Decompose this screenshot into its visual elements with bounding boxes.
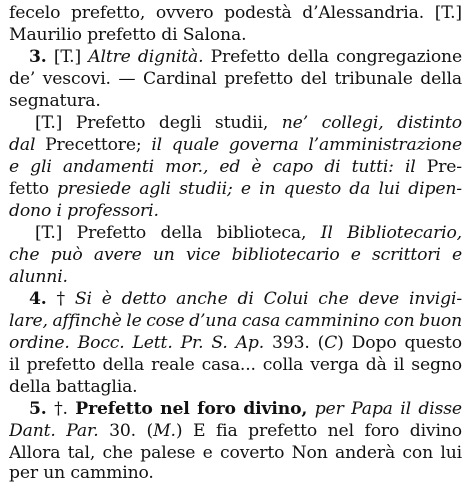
text-line: segnatura. (9, 91, 101, 111)
text-line: [T.] Prefetto della biblioteca, Il Bibliotecario, (35, 223, 462, 243)
text-line: Allora tal, che palese e coverto Non anderà con lui (9, 443, 462, 463)
text-line: Maurilio prefetto di Salona. (9, 25, 247, 45)
text-line: il prefetto della reale casa... colla verga dà il segno (9, 355, 462, 375)
text-line: de’ vescovi. — Cardinal prefetto del tribunale della (9, 69, 462, 89)
text-line: dono i professori. (9, 201, 159, 221)
entry-5-heading: 5. †. Prefetto nel foro divino, per Papa il disse (29, 399, 462, 419)
text-line: lare, affinchè le cose d’una casa camminino con buon (9, 311, 462, 331)
text-line: della battaglia. (9, 377, 138, 397)
text-line: per un cammino. (9, 463, 154, 483)
text-line: ordine. Bocc. Lett. Pr. S. Ap. 393. (C) Dopo questo (9, 333, 462, 353)
text-line: fecelo prefetto, ovvero podestà d’Alessandria. [T.] (9, 3, 462, 23)
text-line: alunni. (9, 267, 68, 287)
text-line: fetto presiede agli studii; e in questo da lui dipen- (9, 179, 462, 199)
text-line: [T.] Prefetto degli studii, ne’ collegi, distinto (35, 113, 462, 133)
entry-3-heading: 3. [T.] Altre dignità. Prefetto della congregazione (29, 47, 462, 67)
text-line: e gli andamenti mor., ed è capo di tutti: il Pre- (9, 157, 462, 177)
text-line: dal Precettore; il quale governa l’amministrazione (9, 135, 462, 155)
entry-4-heading: 4. † Si è detto anche di Colui che deve invigi- (29, 289, 462, 309)
text-line: che può avere un vice bibliotecario e scrittori e (9, 245, 462, 265)
text-line: Dant. Par. 30. (M.) E fia prefetto nel foro divino (9, 421, 462, 441)
